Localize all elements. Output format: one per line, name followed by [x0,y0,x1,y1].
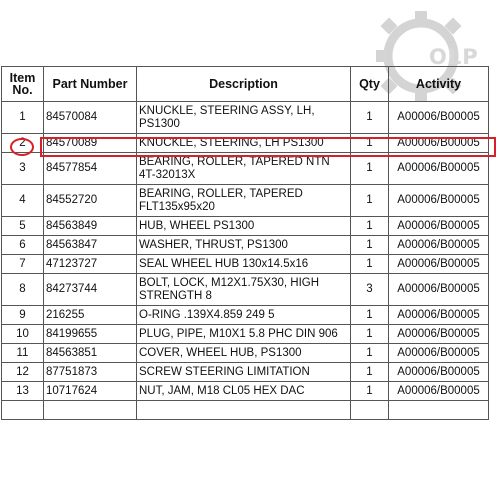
item-no: 3 [2,153,44,185]
item-no: 13 [2,382,44,401]
qty: 1 [351,217,389,236]
table-row [2,236,489,255]
qty: 1 [351,306,389,325]
table-row [2,274,489,306]
table-row [2,217,489,236]
activity: A00006/B00005 [389,274,489,306]
description: O-RING .139X4.859 249 5 [137,306,351,325]
item-no: 5 [2,217,44,236]
empty-cell [351,401,389,420]
item-no: 12 [2,363,44,382]
activity: A00006/B00005 [389,185,489,217]
description: KNUCKLE, STEERING ASSY, LH, PS1300 [137,102,351,134]
description: SEAL WHEEL HUB 130x14.5x16 [137,255,351,274]
part-number: 84570084 [44,102,137,134]
part-number: 84563851 [44,344,137,363]
description: HUB, WHEEL PS1300 [137,217,351,236]
watermark-text: OLP [429,45,479,69]
qty: 1 [351,134,389,153]
item-no: 2 [2,134,44,153]
description: KNUCKLE, STEERING, LH PS1300 [137,134,351,153]
activity: A00006/B00005 [389,325,489,344]
item-no: 10 [2,325,44,344]
empty-cell [2,401,44,420]
qty: 1 [351,236,389,255]
part-number: 47123727 [44,255,137,274]
activity: A00006/B00005 [389,382,489,401]
parts-table [1,66,489,420]
description: BOLT, LOCK, M12X1.75X30, HIGH STRENGTH 8 [137,274,351,306]
qty: 1 [351,344,389,363]
header-activity: Activity [389,67,489,102]
item-no: 7 [2,255,44,274]
qty: 1 [351,255,389,274]
table-row [2,153,489,185]
activity: A00006/B00005 [389,255,489,274]
description: PLUG, PIPE, M10X1 5.8 PHC DIN 906 [137,325,351,344]
item-no: 6 [2,236,44,255]
activity: A00006/B00005 [389,344,489,363]
table-row [2,325,489,344]
part-number: 84563847 [44,236,137,255]
empty-cell [389,401,489,420]
qty: 1 [351,102,389,134]
item-no: 4 [2,185,44,217]
description: BEARING, ROLLER, TAPERED NTN 4T-32013X [137,153,351,185]
table-header-row [2,67,489,102]
table-row [2,102,489,134]
empty-cell [137,401,351,420]
part-number: 84552720 [44,185,137,217]
item-no: 8 [2,274,44,306]
part-number: 84577854 [44,153,137,185]
description: NUT, JAM, M18 CL05 HEX DAC [137,382,351,401]
table-row [2,255,489,274]
table-row-empty [2,401,489,420]
table-row [2,382,489,401]
table-row [2,134,489,153]
part-number: 216255 [44,306,137,325]
header-description: Description [137,67,351,102]
qty: 1 [351,153,389,185]
qty: 1 [351,185,389,217]
description: WASHER, THRUST, PS1300 [137,236,351,255]
item-no: 1 [2,102,44,134]
activity: A00006/B00005 [389,217,489,236]
activity: A00006/B00005 [389,236,489,255]
item-no: 11 [2,344,44,363]
activity: A00006/B00005 [389,153,489,185]
part-number: 84199655 [44,325,137,344]
header-qty: Qty [351,67,389,102]
part-number: 84570089 [44,134,137,153]
qty: 1 [351,325,389,344]
table-row [2,306,489,325]
activity: A00006/B00005 [389,134,489,153]
activity: A00006/B00005 [389,306,489,325]
item-no: 9 [2,306,44,325]
qty: 1 [351,363,389,382]
part-number: 84273744 [44,274,137,306]
description: COVER, WHEEL HUB, PS1300 [137,344,351,363]
empty-cell [44,401,137,420]
part-number: 87751873 [44,363,137,382]
qty: 3 [351,274,389,306]
description: SCREW STEERING LIMITATION [137,363,351,382]
part-number: 84563849 [44,217,137,236]
table-row [2,363,489,382]
qty: 1 [351,382,389,401]
activity: A00006/B00005 [389,363,489,382]
highlight-item-circle [10,138,34,156]
table-row [2,185,489,217]
part-number: 10717624 [44,382,137,401]
activity: A00006/B00005 [389,102,489,134]
description: BEARING, ROLLER, TAPERED FLT135x95x20 [137,185,351,217]
header-item-no: Item No. [2,67,44,102]
table-row [2,344,489,363]
header-part-number: Part Number [44,67,137,102]
